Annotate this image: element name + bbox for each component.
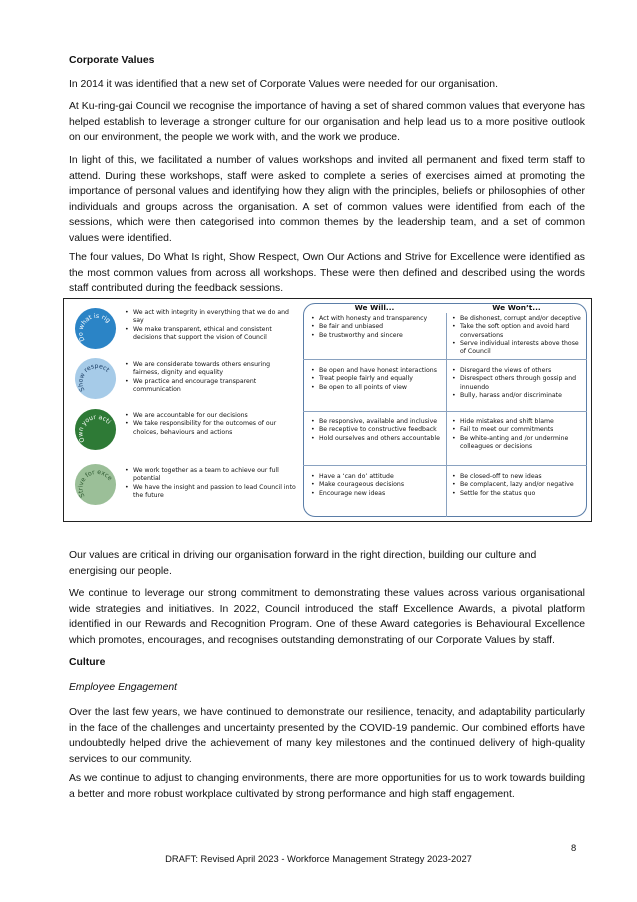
value-bullet: • We have the insight and passion to lead Council into the future xyxy=(124,484,298,501)
row-divider xyxy=(303,411,587,412)
value-bullet: • Treat people fairly and equally xyxy=(310,375,443,383)
we-will-cell xyxy=(310,315,443,340)
value-bullet: • We take responsibility for the outcomes of our choices, behaviours and actions xyxy=(124,420,298,437)
paragraph-workplace: As we continue to adjust to changing environments, there are more opportunities for us to work towards building a better and more robust workplace cultivated by strong performance and high staff engagement. xyxy=(69,773,585,800)
value-bullet: • We are accountable for our decisions xyxy=(124,412,298,420)
value-bullet: • Take the soft option and avoid hard conversations xyxy=(451,323,584,340)
paragraph-excellence-awards: We continue to leverage our strong commitment to demonstrating these values across various organisational wide strategies and initiatives. In 2022, Council introduced the staff Excellence Awards, a pivotal platform identified in our Rewards and Recognition Program. One of these Award categories is Behavioural Excellence which promotes, encourages, and recognises outstanding demonstrating of our Corporate Values by staff. xyxy=(69,588,585,646)
paragraph-resilience: Over the last few years, we have continued to demonstrate our resilience, tenacity, and adaptability particularly in the face of the challenges and uncertainty presented by the COVID-19 pandemic. Our combined efforts have undoubtedly helped drive the achievement of many key milestones and the continued delivery of high-quality services to our community. xyxy=(69,707,585,765)
value-description xyxy=(124,309,298,342)
value-bullet: • Be open and have honest interactions xyxy=(310,367,443,375)
value-badge-label: Do what is rig xyxy=(77,312,112,343)
footer-text: DRAFT: Revised April 2023 - Workforce Management Strategy 2023-2027 xyxy=(165,853,472,864)
value-badge-icon xyxy=(74,307,117,350)
value-bullet: • Act with honesty and transparency xyxy=(310,315,443,323)
value-bullet: • Be white-anting and /or undermine colleagues or decisions xyxy=(451,435,584,452)
value-badge-icon xyxy=(74,408,117,451)
column-divider xyxy=(446,313,447,517)
paragraph-workshops: In light of this, we facilitated a number of values workshops and invited all permanent and fixed term staff to attend. During these workshops, staff were asked to complete a series of exercises aimed at promoting the importance of personal values and identifying how they align with the principles, beliefs or philosophies of other individuals and groups across the organisation. A set of common values were identified from each of the sessions, which were then categorised into common themes by the leadership team, and a set of common values were identified. xyxy=(69,155,585,244)
value-bullet: • Be trustworthy and sincere xyxy=(310,332,443,340)
subheading-employee-engagement: Employee Engagement xyxy=(69,682,178,693)
value-bullet: • Fail to meet our commitments xyxy=(451,426,584,434)
value-bullet: • We make transparent, ethical and consistent decisions that support the vision of Council xyxy=(124,326,298,343)
value-bullet: • Be open to all points of view xyxy=(310,384,443,392)
value-bullet: • We work together as a team to achieve our full potential xyxy=(124,467,298,484)
value-bullet: • Have a ‘can do’ attitude xyxy=(310,473,443,481)
page-number: 8 xyxy=(571,842,577,853)
value-bullet: • Be closed-off to new ideas xyxy=(451,473,584,481)
value-bullet: • Hold ourselves and others accountable xyxy=(310,435,443,443)
paragraph-values-critical: Our values are critical in driving our organisation forward in the right direction, building our culture and energising our people. xyxy=(69,550,537,577)
value-description xyxy=(124,361,298,394)
paragraph-shared-values: At Ku-ring-gai Council we recognise the importance of having a set of shared common values that everyone has helped establish to leverage a stronger culture for our organisation and help lead us to a more positive outlook on our environment, the people we work with, and the work we produce. xyxy=(69,101,585,144)
value-bullet: • Bully, harass and/or discriminate xyxy=(451,392,584,400)
corporate-values-table xyxy=(63,298,592,522)
header-we-wont: We Won’t... xyxy=(492,303,541,312)
value-badge-label: Own your acti xyxy=(77,413,112,444)
value-badge-label: Strive for exce xyxy=(77,468,114,499)
row-divider xyxy=(303,359,587,360)
value-bullet: • Be fair and unbiased xyxy=(310,323,443,331)
value-bullet: • We act with integrity in everything that we do and say xyxy=(124,309,298,326)
heading-corporate-values: Corporate Values xyxy=(69,55,155,66)
we-will-cell xyxy=(310,418,443,443)
we-wont-cell xyxy=(451,473,584,498)
value-bullet: • Hide mistakes and shift blame xyxy=(451,418,584,426)
value-bullet: • Settle for the status quo xyxy=(451,490,584,498)
value-bullet: • Disrespect others through gossip and innuendo xyxy=(451,375,584,392)
value-badge-icon xyxy=(74,463,117,506)
value-bullet: • Be complacent, lazy and/or negative xyxy=(451,481,584,489)
value-description xyxy=(124,412,298,437)
value-badge-label: Show respect xyxy=(77,362,111,393)
value-bullet: • Make courageous decisions xyxy=(310,481,443,489)
we-will-cell xyxy=(310,473,443,498)
paragraph-intro: In 2014 it was identified that a new set of Corporate Values were needed for our organisation. xyxy=(69,79,498,90)
value-bullet: • Encourage new ideas xyxy=(310,490,443,498)
we-will-cell xyxy=(310,367,443,392)
value-bullet: • Be receptive to constructive feedback xyxy=(310,426,443,434)
value-bullet: • Disregard the views of others xyxy=(451,367,584,375)
value-badge-icon xyxy=(74,357,117,400)
we-wont-cell xyxy=(451,418,584,451)
header-we-will: We Will... xyxy=(354,303,395,312)
we-wont-cell xyxy=(451,367,584,400)
paragraph-four-values: The four values, Do What Is right, Show Respect, Own Our Actions and Strive for Excellence were identified as the most common values from across all workshops. These were then defined and described using the words staff contributed during the feedback sessions. xyxy=(69,252,585,295)
value-description xyxy=(124,467,298,500)
value-bullet: • We are considerate towards others ensuring fairness, dignity and equality xyxy=(124,361,298,378)
value-bullet: • We practice and encourage transparent communication xyxy=(124,378,298,395)
value-bullet: • Be responsive, available and inclusive xyxy=(310,418,443,426)
row-divider xyxy=(303,465,587,466)
value-bullet: • Be dishonest, corrupt and/or deceptive xyxy=(451,315,584,323)
value-bullet: • Serve individual interests above those of Council xyxy=(451,340,584,357)
we-wont-cell xyxy=(451,315,584,356)
heading-culture: Culture xyxy=(69,657,106,668)
